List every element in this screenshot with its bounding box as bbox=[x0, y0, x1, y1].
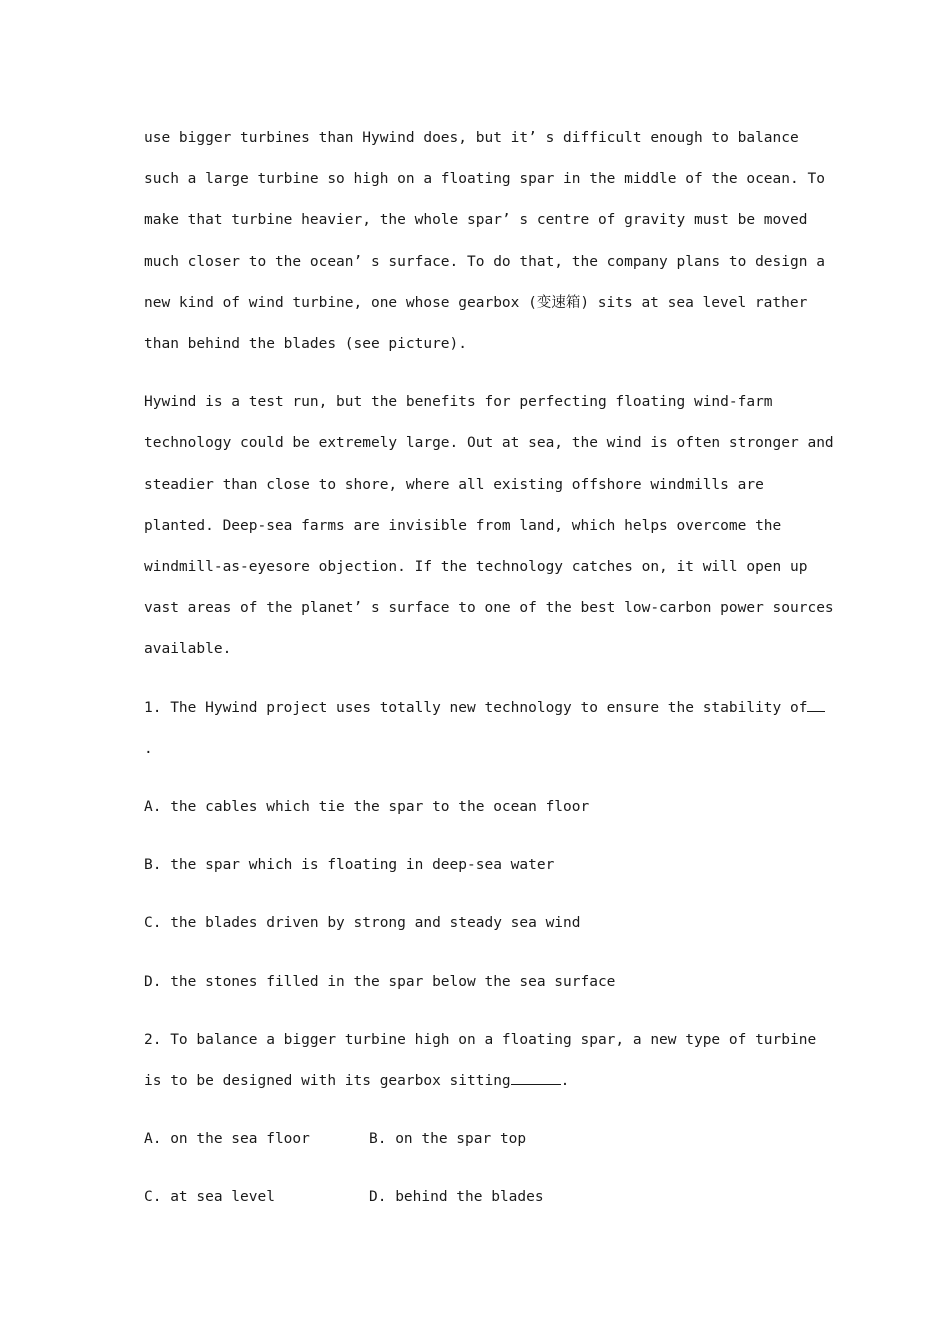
option-c: C. at sea level bbox=[144, 1189, 275, 1206]
text-line: make that turbine heavier, the whole spar’ s centre of gravity must be moved bbox=[144, 212, 808, 229]
question-stem-text: 1. The Hywind project uses totally new technology to ensure the stability of bbox=[144, 699, 808, 716]
text-line: use bigger turbines than Hywind does, but it’ s difficult enough to balance bbox=[144, 130, 799, 146]
option-row-ab bbox=[144, 1119, 816, 1160]
text-line: technology could be extremely large. Out at sea, the wind is often stronger and bbox=[144, 435, 834, 452]
question-stem bbox=[144, 688, 816, 729]
question-stem: 2. To balance a bigger turbine high on a floating spar, a new type of turbine bbox=[144, 1031, 817, 1048]
option-c: C. the blades driven by strong and steady sea wind bbox=[144, 915, 581, 932]
text-line: such a large turbine so high on a floating spar in the middle of the ocean. To bbox=[144, 171, 825, 188]
answer-blank bbox=[807, 697, 825, 712]
answer-blank bbox=[511, 1070, 561, 1085]
text-line: than behind the blades (see picture). bbox=[144, 336, 468, 353]
option-b: B. on the spar top bbox=[369, 1131, 527, 1148]
text-line: vast areas of the planet’ s surface to one of the best low-carbon power sources bbox=[144, 600, 834, 617]
text-line: planted. Deep-sea farms are invisible from land, which helps overcome the bbox=[144, 517, 782, 534]
option-b: B. the spar which is floating in deep-sea water bbox=[144, 857, 555, 874]
text-line: steadier than close to shore, where all existing offshore windmills are bbox=[144, 476, 764, 493]
question-1 bbox=[144, 688, 816, 770]
question-stem-end: . bbox=[560, 1073, 570, 1090]
passage-paragraph-2 bbox=[144, 382, 834, 670]
document-page bbox=[144, 118, 834, 1236]
question-2 bbox=[144, 1020, 816, 1102]
question-stem-text: is to be designed with its gearbox sitting bbox=[144, 1073, 511, 1090]
text-line: new kind of wind turbine, one whose gearbox (变速箱) sits at sea level rather bbox=[144, 294, 808, 311]
option-d: D. the stones filled in the spar below the sea surface bbox=[144, 973, 616, 990]
option-d: D. behind the blades bbox=[369, 1189, 544, 1206]
text-line: available. bbox=[144, 641, 232, 658]
text-line: windmill-as-eyesore objection. If the technology catches on, it will open up bbox=[144, 559, 808, 576]
question-stem bbox=[144, 1061, 816, 1102]
option-row-cd bbox=[144, 1177, 816, 1218]
passage-paragraph-1 bbox=[144, 118, 825, 365]
text-line: much closer to the ocean’ s surface. To do that, the company plans to design a bbox=[144, 253, 825, 270]
option-a: A. the cables which tie the spar to the ocean floor bbox=[144, 799, 590, 816]
option-a: A. on the sea floor bbox=[144, 1131, 310, 1148]
question-stem-end: . bbox=[144, 740, 153, 757]
text-line: Hywind is a test run, but the benefits for perfecting floating wind-farm bbox=[144, 394, 773, 411]
